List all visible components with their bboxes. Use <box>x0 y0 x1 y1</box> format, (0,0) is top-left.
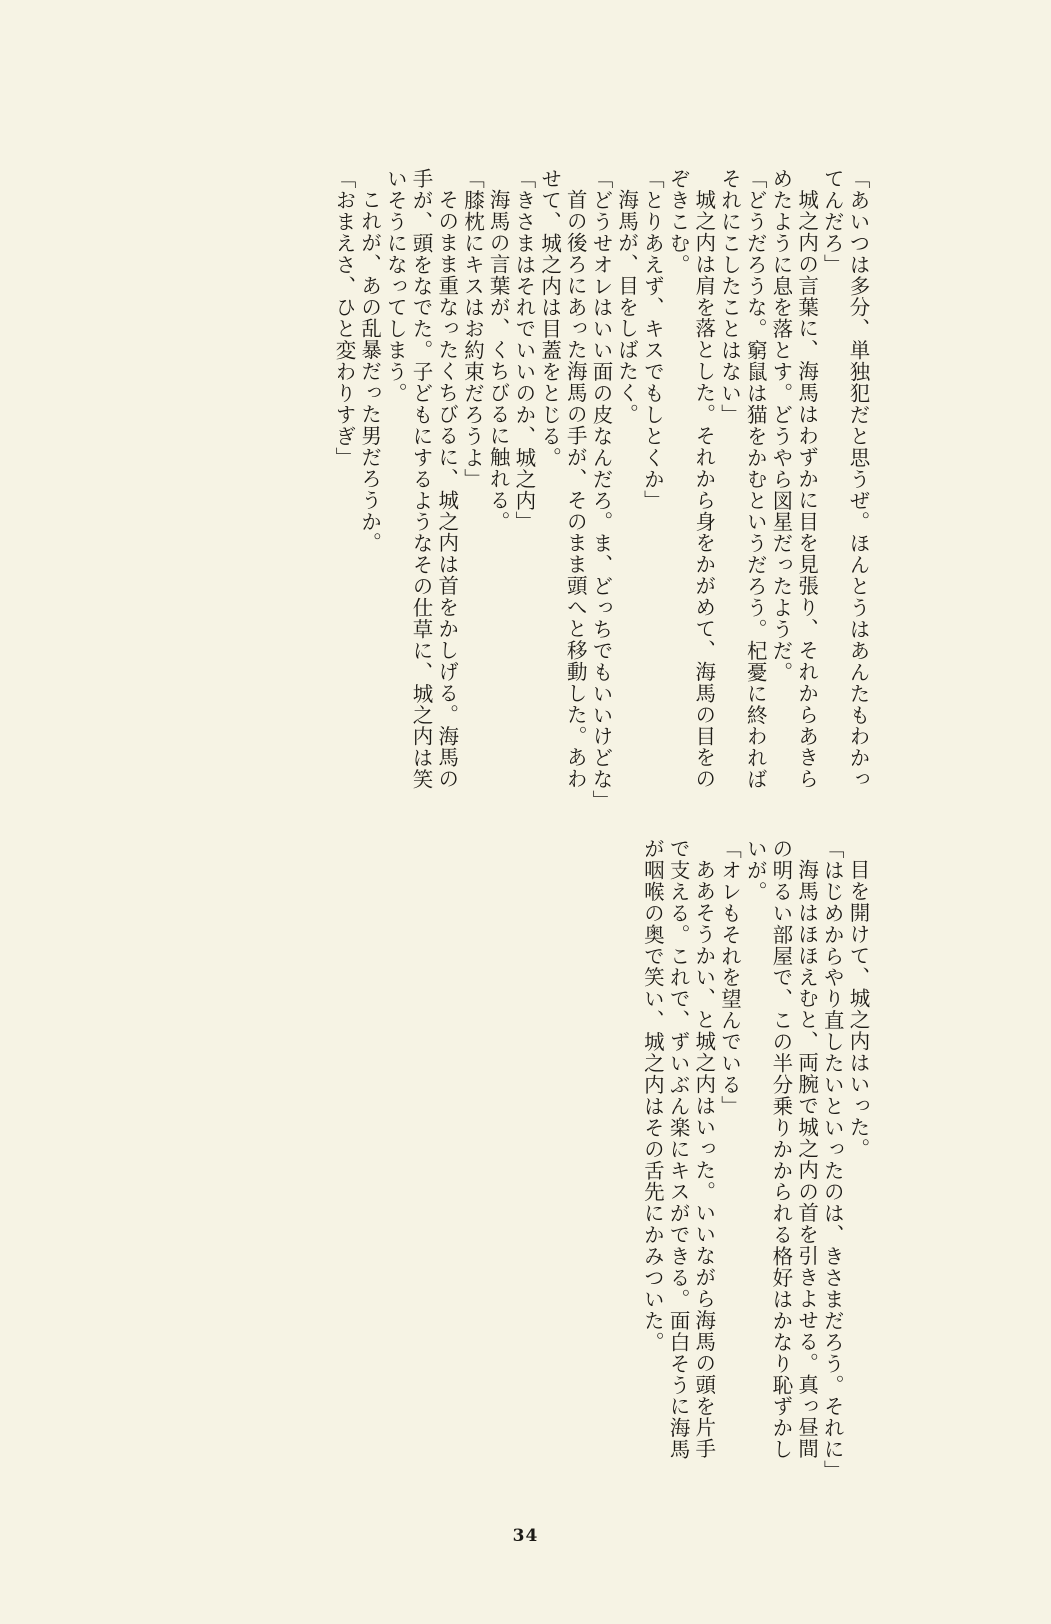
text-line: 「おまえさ、ひと変わりすぎ」 <box>331 168 356 469</box>
text-line: の明るい部屋で、この半分乗りかかられる格好はかなり恥ずかし <box>768 838 793 1461</box>
text-line: それにこしたことはない」 <box>717 168 742 426</box>
text-line: が咽喉の奥で笑い、城之内はその舌先にかみついた。 <box>640 838 665 1353</box>
text-line: 「とりあえず、キスでもしとくか」 <box>640 168 665 512</box>
text-line: せて、城之内は目蓋をとじる。 <box>537 168 562 469</box>
text-line: 「どうだろうな。窮鼠は猫をかむというだろう。杞憂に終われば <box>743 168 768 791</box>
text-line: いそうになってしまう。 <box>383 168 408 404</box>
text-line: てんだろ」 <box>820 168 845 276</box>
text-line: 首の後ろにあった海馬の手が、そのまま頭へと移動した。あわ <box>563 188 588 790</box>
text-line: めたように息を落とす。どうやら図星だったようだ。 <box>768 168 793 683</box>
text-line: 城之内は肩を落とした。それから身をかがめて、海馬の目をの <box>691 188 716 790</box>
lower-text-block <box>536 838 870 1482</box>
text-line: 「はじめからやり直したいといったのは、きさまだろう。それに」 <box>820 838 845 1482</box>
page-number: 34 <box>512 1526 539 1546</box>
text-line: 城之内の言葉に、海馬はわずかに目を見張り、それからあきら <box>794 188 819 790</box>
text-line: 手が、頭をなでた。子どもにするようなその仕草に、城之内は笑 <box>409 168 434 791</box>
text-line: 海馬はほほえむと、両腕で城之内の首を引きよせる。真っ昼間 <box>794 858 819 1460</box>
text-line: これが、あの乱暴だった男だろうか。 <box>357 188 382 554</box>
text-line: ああそうかい、と城之内はいった。いいながら海馬の頭を片手 <box>691 858 716 1460</box>
text-line: そのまま重なったくちびるに、城之内は首をかしげる。海馬の <box>434 188 459 790</box>
text-line: 目を開けて、城之内はいった。 <box>846 858 870 1159</box>
text-line: 海馬が、目をしばたく。 <box>614 188 639 425</box>
text-line: で支える。これで、ずいぶん楽にキスができる。面白そうに海馬 <box>666 838 691 1461</box>
text-line: ぞきこむ。 <box>666 168 691 276</box>
text-line: 「どうせオレはいい面の皮なんだろ。ま、どっちでもいいけどな」 <box>588 168 613 812</box>
text-line: 「きさまはそれでいいのか、城之内」 <box>511 168 536 533</box>
text-line: 「あいつは多分、単独犯だと思うぜ。ほんとうはあんたもわかっ <box>846 168 870 791</box>
text-line: いが。 <box>743 838 768 903</box>
text-line: 海馬の言葉が、くちびるに触れる。 <box>486 188 511 532</box>
text-line: 「オレもそれを望んでいる」 <box>717 838 742 1117</box>
upper-text-block <box>108 168 870 812</box>
text-line: 「膝枕にキスはお約束だろうよ」 <box>460 168 485 490</box>
